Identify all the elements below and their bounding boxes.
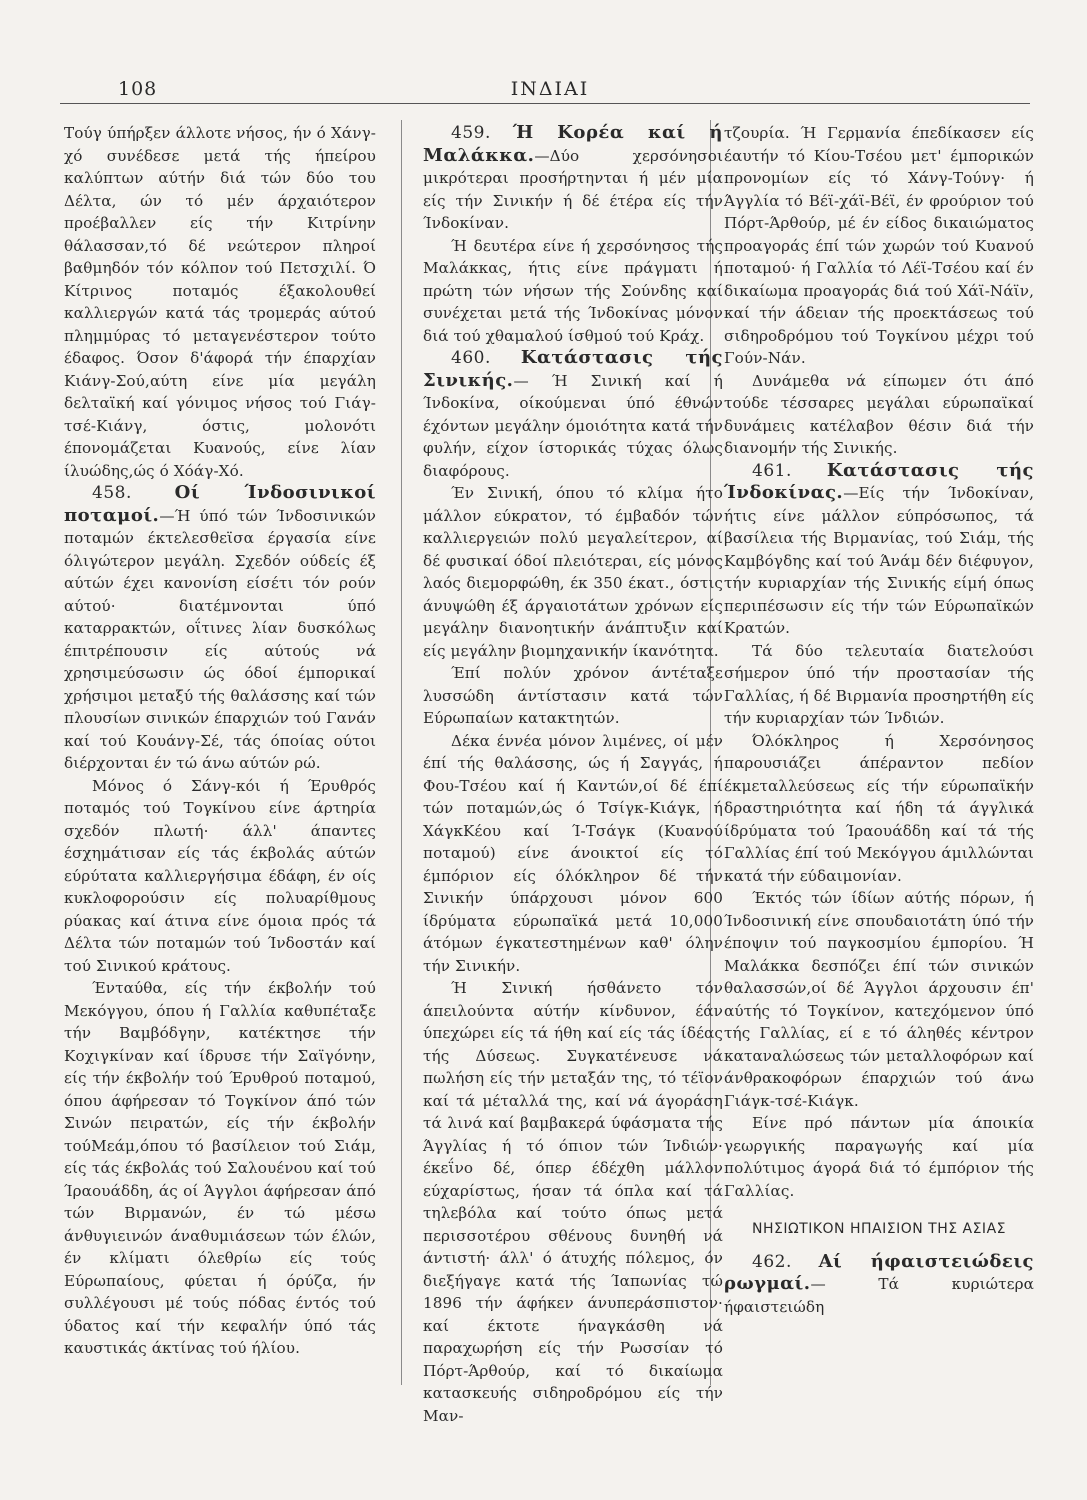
section-text: — Ή Σινική καί ή Ίνδοκίνα, οίκούμεναι ύπό έθνών έχόντων μεγάλην όμοιότητα κατά τήν φυλήν, είχον ίστορικάς τύχας όλως διαφόρους. [423, 371, 723, 480]
column-right [724, 122, 1034, 1318]
paragraph: Όλόκληρος ή Χερσόνησος παρουσιάζει άπέραντον πεδίον έκμεταλλεύσεως είς τήν εύρωπαϊκήν δραστηριότητα καί ήδη τά άγγλικά ίδρύματα τού Ίραουάδδη καί τά τής Γαλλίας έπί τού Μεκόγγου άμιλλώνται κατά τήν εύδαιμονίαν. [724, 731, 1034, 885]
section-number: 462. [752, 1251, 792, 1272]
paragraph: Έκτός τών ίδίων αύτής πόρων, ή Ίνδοσινική είνε σπουδαιοτάτη ύπό τήν έποψιν τού παγκοσμίου έμπορίου. Ή Μαλάκκα δεσπόζει έπί τών σινικών θαλασσών,οί δέ Άγγλοι άρχουσιν έπ' αύτής τό Τογκίνον, κατεχόμενον ύπό τής Γαλλίας, εί ε τό άληθές κέντρον καταναλώσεως τών μεταλλοφόρων καί άνθρακοφόρων έπαρχιών τού άνω Γιάγκ-τσέ-Κιάγκ. [724, 889, 1034, 1110]
section-462 [724, 1251, 1034, 1319]
section-460 [423, 347, 723, 482]
paragraph: Τούγ ύπήρξεν άλλοτε νήσος, ήν ό Χάνγ-χό συνέδεσε μετά τής ήπείρου καλύπτων αύτήν διά τών δύο του Δέλτα, ών τό μέν άρχαιότερον προέβαλλεν είς τήν Κιτρίνην θάλασσαν,τό δέ νεώτερον πληροί βαθμηδόν τόν κόλπον τού Πετσχιλί. Ό Κίτρινος ποταμός έξακολουθεί καλλιεργών κατά τάς τρομεράς αύτού πλημμύρας τό μεταγενέστερον τούτο έδαφος. Όσον δ'άφορά τήν έπαρχίαν Κιάνγ-Σού,αύτη είνε μία μεγάλη δελταϊκή καί γόνιμος νήσος τού Γιάγ-τσέ-Κιάνγ, όστις, μολονότι έπονομάζεται Κυανούς, είνε λίαν ίλυώδης,ώς ό Χόάγ-Χό. [64, 124, 376, 480]
column-middle [423, 122, 723, 1427]
column-left [64, 122, 376, 1360]
section-title: Ή Κορέα καί ή Μαλάκκα. [423, 122, 723, 166]
paragraph: Τά δύο τελευταία διατελούσι σήμερον ύπό τήν προστασίαν τής Γαλλίας, ή δέ Βιρμανία προσηρτήθη είς τήν κυριαρχίαν τών Ίνδιών. [724, 641, 1034, 727]
paragraph: Έν Σινική, όπου τό κλίμα ήτο μάλλον εύκρατον, τό έμβαδόν τών καλλιεργειών πολύ μεγαλείτερον, αί δέ φυσικαί όδοί πλειότεραι, είς μόνος λαός διεμορφώθη, έκ 350 έκατ., όστις άνυψώθη έξ άργαιοτάτων χρόνων είς μεγάλην διανοητικήν άνάπτυξιν καί είς μεγάλην βιομηχανικήν ίκανότητα. [423, 484, 723, 660]
paragraph: Δυνάμεθα νά είπωμεν ότι άπό τούδε τέσσαρες μεγάλαι εύρωπαϊκαί δυνάμεις κατέλαβον θέσιν διά τήν διανομήν τής Σινικής. [724, 371, 1034, 457]
section-title: Αί ήφαιστειώδεις ρωγμαί. [724, 1250, 1034, 1294]
paragraph: Μόνος ό Σάνγ-κόι ή Έρυθρός ποταμός τού Τογκίνου είνε άρτηρία σχεδόν πλωτή· άλλ' άπαντες έσχημάτισαν είς τάς έκβολάς αύτών εύρύτατα καλλιεργήσιμα έδάφη, έν οίς κυκλοφορούσιν είς πολυαρίθμους ρύακας καί άτινα είνε όμοια πρός τά Δέλτα τών ποταμών τού Ίνδοστάν καί τού Σινικού κράτους. [64, 776, 376, 975]
section-458 [64, 482, 376, 775]
section-number: 459. [451, 123, 491, 143]
section-title: Οί Ίνδοσινικοί ποταμοί. [64, 482, 376, 526]
section-text: —Είς τήν Ίνδοκίναν, ήτις είνε μάλλον εύπρόσωπος, τά βασίλεια τής Βιρμανίας, τού Σιάμ, τής Καμβόγδης καί τού Άνάμ δέν διέφυγον, τήν κυριαρχίαν τής Σινικής είμή όπως περιπέσωσιν είς τήν τών Εύρωπαϊκών Κρατών. [724, 484, 1034, 637]
paragraph: Ή δευτέρα είνε ή χερσόνησος τής Μαλάκκας, ήτις είνε πράγματι ή πρώτη τών νήσων τής Σούνδης καί συνέχεται μετά τής Ίνδοκίνας μόνον διά τού χθαμαλού ίσθμού τού Κράχ. [423, 236, 723, 345]
section-title: Κατάστασις τής Σινικής. [423, 347, 723, 391]
section-number: 461. [752, 460, 792, 481]
paragraph: Έπί πολύν χρόνον άντέταξε λυσσώδη άντίστασιν κατά τών Εύρωπαίων κατακτητών. [423, 664, 723, 727]
paragraph: Ή Σινική ήσθάνετο τόν άπειλούντα αύτήν κίνδυνον, έάν ύπεχώρει είς τά ήθη καί είς τάς ίδέας τής Δύσεως. Συγκατένευσε νά πωλήση είς τήν μεταξάν της, τό τέϊον καί τά μέταλλά της, καί νά άγοράση τά λινά καί βαμβακερά ύφάσματα τής Άγγλίας ή τό όπιον τών Ίνδιών· έκεΐνο δέ, όπερ έδέχθη μάλλον εύχαρίστως, ήσαν τά όπλα καί τά τηλεβόλα καί τούτο όπως μετά περισσοτέρου σθένους δυνηθή νά άντιστή· άλλ' ό άτυχής πόλεμος, όν διεξήγαγε κατά τής Ίαπωνίας τώ 1896 τήν άφήκεν άνυπεράσπιστον· καί έκτοτε ήναγκάσθη νά παραχωρήση είς τήν Ρωσσίαν τό Πόρτ-Άρθούρ, καί τό δικαίωμα κατασκευής σιδηροδρόμου είς τήν Μαν- [423, 979, 723, 1425]
section-459 [423, 122, 723, 235]
page-number: 108 [118, 78, 158, 100]
running-title: ΙΝΔΙΑΙ [510, 78, 590, 100]
paragraph: τζουρία. Ή Γερμανία έπεδίκασεν είς έαυτήν τό Κίου-Τσέου μετ' έμπορικών προνομίων είς τό Χάνγ-Τούνγ· ή Άγγλία τό Βέϊ-χάϊ-Βέϊ, έν φρούριον τού Πόρτ-Άρθούρ, μέ έν είδος δικαιώματος προαγοράς έπί τών χωρών τού Κυανού ποταμού· ή Γαλλία τό Λέϊ-Τσέου καί έν δικαίωμα προαγοράς διά τού Χάϊ-Νάϊν, καί τήν άδειαν τής προεκτάσεως τού σιδηροδρόμου τού Τογκίνου μέχρι τού Γούν-Νάν. [724, 124, 1034, 367]
section-461 [724, 460, 1034, 640]
chapter-subheading: ΝΗΣΙΩΤΙΚΟΝ ΗΠΑΙΣΙΟΝ ΤΗΣ ΑΣΙΑΣ [751, 1221, 1006, 1237]
section-text: — Τά κυριώτερα ήφαιστειώδη [724, 1275, 1034, 1316]
paragraph: Δέκα έννέα μόνον λιμένες, οί μέν έπί τής θαλάσσης, ώς ή Σαγγάς, ή Φου-Τσέου καί ή Καντών,οί δέ έπί τών ποταμών,ώς ό Τσίγκ-Κιάγκ, ή ΧάγκΚέου καί Ί-Τσάγκ (Κυανού ποταμού) είνε άνοικτοί είς τό έμπόριον είς όλόκληρον δέ τήν Σινικήν ύπάρχουσι μόνον 600 ίδρύματα εύρωπαϊκά μετά 10,000 άτόμων έγκατεστημένων καθ' όλην τήν Σινικήν. [423, 731, 723, 975]
section-title: Κατάστασις τής Ίνδοκίνας. [724, 459, 1034, 503]
header-rule [60, 103, 1030, 104]
text-columns [64, 122, 1044, 1452]
paragraph: Ένταύθα, είς τήν έκβολήν τού Μεκόγγου, όπου ή Γαλλία καθυπέταξε τήν Βαμβόδγην, κατέκτησε τήν Κοχιγκίναν καί ίδρυσε τήν Σαϊγόνην, είς τήν έκβολήν τού Έρυθρού ποταμού, όπου άφήρεσαν τό Τογκίνον άπό τών Σινών πειρατών, είς τήν έκβολήν τούΜεάμ,όπου τό βασίλειον τού Σιάμ, είς τάς έκβολάς τού Σαλουένου καί τού Ίραουάδδη, άς οί Άγγλοι άφήρεσαν άπό τών Βιρμανών, έν τώ μέσω άνθυγιεινών άναθυμιάσεων τών έλών, έν κλίματι όλεθρίω είς τούς Εύρωπαίους, φύεται ή όρύζα, ήν συλλέγουσι μέ τούς πόδας έντός τού ύδατος καί τήν κεφαλήν ύπό τάς καυστικάς άκτίνας τού ήλίου. [64, 979, 376, 1357]
section-number: 458. [92, 483, 132, 503]
paragraph: Είνε πρό πάντων μία άποικία γεωργικής παραγωγής καί μία πολύτιμος άγορά διά τό έμπόριον τής Γαλλίας. [724, 1114, 1034, 1200]
section-text: —Δύο χερσόνησοι μικρότεραι προσήρτηνται ή μέν μία είς τήν Σινικήν ή δέ έτέρα είς τήν Ίνδοκίναν. [423, 146, 723, 232]
section-text: —Ή ύπό τών Ίνδοσινικών ποταμών έκτελεσθεϊσα έργασία είνε όλιγώτερον μεγάλη. Σχεδόν ούδείς έξ αύτών έχει κανονίση είσέτι τόν ρούν αύτού· διατέμνονται ύπό καταρρακτών, οΐτινες λίαν δυσκόλως έπιτρέπουσιν είς αύτούς νά χρησιμεύσωσιν ώς όδοί έμπορικαί χρήσιμοι μεταξύ τής θαλάσσης καί τών πλουσίων σινικών έπαρχιών τού Γανάν καί τού Κουάνγ-Σέ, τάς όποίας ούτοι διέρχονται έν τώ άνω αύτών ρώ. [64, 506, 376, 772]
section-number: 460. [451, 348, 491, 368]
